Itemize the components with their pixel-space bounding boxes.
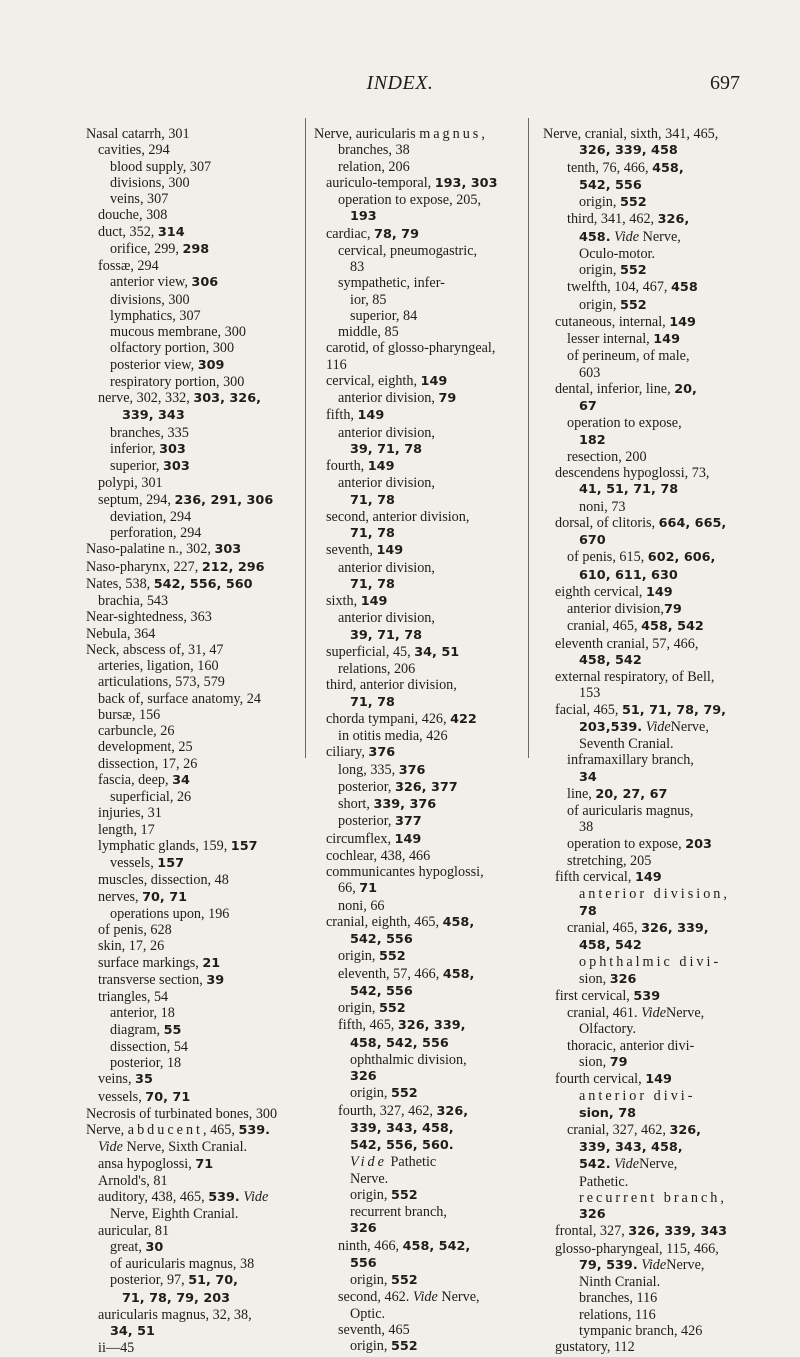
index-entry: vessels, 157 xyxy=(110,855,185,871)
index-entry: fifth, 465, 326, 339, xyxy=(338,1017,466,1034)
index-entry: diagram, 55 xyxy=(110,1021,182,1038)
column-divider xyxy=(305,118,306,758)
index-entry: cranial, 465, 458, 542 xyxy=(567,618,704,635)
index-entry: carotid, of glosso-pharyngeal, xyxy=(326,340,496,357)
index-entry: of penis, 615, 602, 606, xyxy=(567,549,716,566)
index-entry: short, 339, 376 xyxy=(338,796,437,812)
index-entry: gustatory, 112 xyxy=(555,1339,635,1355)
index-entry: lesser internal, 149 xyxy=(567,331,680,347)
index-entry: 34, 51 xyxy=(110,1324,155,1339)
index-entry: veins, 35 xyxy=(98,1071,153,1088)
index-entry: fourth, 149 xyxy=(326,458,395,474)
index-entry: origin, 552 xyxy=(338,1000,406,1016)
index-entry: origin, 552 xyxy=(579,262,647,278)
index-entry: eleventh cranial, 57, 466, xyxy=(555,635,699,652)
page-header xyxy=(0,72,800,102)
index-entry: lymphatics, 307 xyxy=(110,307,201,324)
index-entry: ophthalmic division, xyxy=(350,1051,467,1068)
index-entry: septum, 294, 236, 291, 306 xyxy=(98,491,274,508)
index-entry: Nates, 538, 542, 556, 560 xyxy=(86,575,253,592)
index-entry: cavities, 294 xyxy=(98,142,170,159)
index-entry: of penis, 628 xyxy=(98,922,172,938)
index-entry: carbuncle, 26 xyxy=(98,723,175,739)
index-entry: communicantes hypoglossi, xyxy=(326,864,484,880)
index-entry: circumflex, 149 xyxy=(326,830,422,847)
index-entry: blood supply, 307 xyxy=(110,158,212,175)
index-entry: olfactory portion, 300 xyxy=(110,340,235,357)
index-entry: 71, 78 xyxy=(350,576,395,592)
index-entry: sion, 78 xyxy=(579,1105,637,1121)
index-entry: Near-sightedness, 363 xyxy=(86,609,212,626)
index-entry: 153 xyxy=(579,685,601,702)
index-entry: operations upon, 196 xyxy=(110,905,230,922)
index-entry: posterior, 18 xyxy=(110,1055,182,1071)
index-entry: branches, 38 xyxy=(338,142,410,159)
index-entry: 542. VideNerve, xyxy=(579,1156,678,1173)
index-entry: origin, 552 xyxy=(579,194,647,210)
index-entry: second, 462. Vide Nerve, xyxy=(338,1289,480,1306)
index-entry: douche, 308 xyxy=(98,207,168,224)
index-entry: Naso-palatine n., 302, 303 xyxy=(86,541,242,558)
index-entry: origin, 552 xyxy=(338,948,406,965)
index-entry: inframaxillary branch, xyxy=(567,752,694,769)
index-entry: anterior view, 306 xyxy=(110,274,219,291)
index-entry: veins, 307 xyxy=(110,191,169,207)
index-entry: 326 xyxy=(579,1207,606,1222)
index-entry: cochlear, 438, 466 xyxy=(326,847,431,864)
index-entry: 603 xyxy=(579,364,601,381)
index-entry: cranial, eighth, 465, 458, xyxy=(326,913,475,930)
index-entry: fourth, 327, 462, 326, xyxy=(338,1102,469,1119)
index-entry: Vide Nerve, Sixth Cranial. xyxy=(98,1139,248,1156)
index-entry: 556 xyxy=(350,1255,377,1271)
index-entry: sixth, 149 xyxy=(326,593,388,609)
index-entry: external respiratory, of Bell, xyxy=(555,669,715,685)
index-entry: nerves, 70, 71 xyxy=(98,888,188,905)
index-entry: second, anterior division, xyxy=(326,508,470,525)
index-entry: anterior division, 79 xyxy=(338,390,457,406)
index-entry: posterior view, 309 xyxy=(110,356,225,373)
index-entry: long, 335, 376 xyxy=(338,761,426,778)
index-entry: 38 xyxy=(579,819,594,836)
index-entry: Olfactory. xyxy=(579,1021,636,1038)
index-entry: descendens hypoglossi, 73, xyxy=(555,465,710,481)
index-column-2 xyxy=(314,126,519,1355)
index-entry: superior, 84 xyxy=(350,307,418,324)
index-entry: noni, 66 xyxy=(338,897,385,914)
index-entry: cutaneous, internal, 149 xyxy=(555,313,696,330)
index-entry: anterior division, xyxy=(338,424,435,441)
index-entry: injuries, 31 xyxy=(98,805,162,822)
index-entry: tenth, 76, 466, 458, xyxy=(567,159,684,176)
index-entry: cardiac, 78, 79 xyxy=(326,225,419,242)
index-entry: line, 20, 27, 67 xyxy=(567,785,668,802)
index-entry: 66, 71 xyxy=(338,880,378,897)
index-entry: fifth, 149 xyxy=(326,407,385,424)
index-entry: 542, 556, 560. xyxy=(350,1138,454,1153)
index-entry: back of, surface anatomy, 24 xyxy=(98,690,261,707)
index-entry: 458. Vide Nerve, xyxy=(579,228,681,245)
index-entry: anterior division,79 xyxy=(567,601,682,617)
index-entry: 116 xyxy=(326,356,347,373)
index-entry: origin, 552 xyxy=(350,1272,418,1288)
index-entry: development, 25 xyxy=(98,739,193,756)
index-entry: divisions, 300 xyxy=(110,174,190,191)
index-entry: surface markings, 21 xyxy=(98,954,221,971)
index-entry: 71, 78 xyxy=(350,492,395,508)
index-entry: fourth cervical, 149 xyxy=(555,1071,672,1087)
index-entry: anterior division, xyxy=(338,475,435,492)
index-entry: Nebula, 364 xyxy=(86,625,156,642)
index-entry: seventh, 149 xyxy=(326,542,404,559)
index-entry: 326 xyxy=(350,1221,377,1237)
index-entry: seventh, 465 xyxy=(338,1321,410,1338)
index-entry: stretching, 205 xyxy=(567,852,652,869)
index-entry: divisions, 300 xyxy=(110,291,190,308)
index-entry: of perineum, of male, xyxy=(567,348,690,365)
index-entry: bursæ, 156 xyxy=(98,706,161,723)
index-entry: 34 xyxy=(579,769,597,785)
index-entry: Pathetic. xyxy=(579,1173,629,1190)
index-entry: anterior division, xyxy=(338,559,435,576)
index-entry: superficial, 26 xyxy=(110,789,192,805)
index-entry: Nerve, cranial, sixth, 341, 465, xyxy=(543,126,719,142)
index-entry: origin, 552 xyxy=(579,296,647,313)
index-entry: dissection, 54 xyxy=(110,1038,189,1055)
index-entry: anterior division, xyxy=(579,886,730,903)
index-entry: articulations, 573, 579 xyxy=(98,674,225,691)
index-entry: 542, 556 xyxy=(579,177,642,193)
index-entry: 326, 339, 458 xyxy=(579,143,678,159)
index-entry: eleventh, 57, 466, 458, xyxy=(338,965,475,982)
index-entry: ninth, 466, 458, 542, xyxy=(338,1237,471,1254)
index-entry: mucous membrane, 300 xyxy=(110,324,246,340)
index-entry: frontal, 327, 326, 339, 343 xyxy=(555,1223,728,1240)
index-entry: 339, 343 xyxy=(122,408,185,424)
index-entry: auricularis magnus, 32, 38, xyxy=(98,1306,252,1323)
index-entry: Optic. xyxy=(350,1305,386,1322)
index-entry: inferior, 303 xyxy=(110,440,186,457)
index-entry: Nerve, auricularis magnus, xyxy=(314,126,485,142)
index-entry: first cervical, 539 xyxy=(555,987,661,1004)
index-entry: Oculo-motor. xyxy=(579,245,656,262)
index-entry: respiratory portion, 300 xyxy=(110,373,245,390)
index-entry: 339, 343, 458, xyxy=(579,1140,683,1155)
index-entry: arteries, ligation, 160 xyxy=(98,658,219,674)
index-entry: 542, 556 xyxy=(350,932,413,947)
index-entry: duct, 352, 314 xyxy=(98,223,185,240)
index-entry: fossæ, 294 xyxy=(98,258,159,274)
index-entry: origin, 552 xyxy=(350,1338,418,1354)
index-entry: Vide Pathetic xyxy=(350,1154,437,1171)
index-entry: nerve, 302, 332, 303, 326, xyxy=(98,390,261,406)
index-entry: tympanic branch, 426 xyxy=(579,1322,703,1339)
index-entry: muscles, dissection, 48 xyxy=(98,872,229,889)
index-entry: auditory, 438, 465, 539. Vide xyxy=(98,1189,269,1205)
index-entry: Seventh Cranial. xyxy=(579,736,674,752)
running-title: INDEX. xyxy=(366,72,434,94)
index-entry: 71, 78, 79, 203 xyxy=(122,1290,231,1306)
index-entry: triangles, 54 xyxy=(98,989,169,1005)
index-entry: lymphatic glands, 159, 157 xyxy=(98,837,258,854)
index-entry: thoracic, anterior divi- xyxy=(567,1037,695,1054)
index-entry: branches, 116 xyxy=(579,1290,658,1307)
index-entry: 458, 542 xyxy=(579,938,642,953)
index-entry: great, 30 xyxy=(110,1238,164,1255)
page-number: 697 xyxy=(710,72,740,94)
index-entry: Nerve. xyxy=(350,1170,389,1187)
index-entry: 193 xyxy=(350,209,377,225)
index-entry: of auricularis magnus, 38 xyxy=(110,1256,255,1272)
index-entry: 670 xyxy=(579,533,606,548)
index-entry: Naso-pharynx, 227, 212, 296 xyxy=(86,558,265,575)
index-entry: operation to expose, 203 xyxy=(567,835,712,852)
index-entry: in otitis media, 426 xyxy=(338,728,448,744)
index-entry: ophthalmic divi- xyxy=(579,954,722,971)
index-entry: cranial, 465, 326, 339, xyxy=(567,919,709,936)
index-entry: relations, 206 xyxy=(338,661,416,677)
index-entry: dorsal, of clitoris, 664, 665, xyxy=(555,514,727,531)
index-entry: superior, 303 xyxy=(110,458,190,474)
signature-mark: ii—45 xyxy=(98,1340,135,1357)
index-entry: posterior, 326, 377 xyxy=(338,778,458,795)
index-entry: 542, 556 xyxy=(350,983,413,999)
index-entry: ciliary, 376 xyxy=(326,744,396,761)
index-entry: transverse section, 39 xyxy=(98,971,225,988)
index-entry: superficial, 45, 34, 51 xyxy=(326,643,460,660)
index-entry: Nerve, abducent, 465, 539. xyxy=(86,1122,271,1138)
index-entry: Necrosis of turbinated bones, 300 xyxy=(86,1105,278,1122)
index-entry: 78 xyxy=(579,903,597,919)
index-entry: 326 xyxy=(350,1069,377,1084)
index-entry: skin, 17, 26 xyxy=(98,938,165,955)
index-entry: 71, 78 xyxy=(350,694,395,710)
index-entry: resection, 200 xyxy=(567,448,647,465)
index-entry: relation, 206 xyxy=(338,158,410,175)
index-column-3 xyxy=(543,126,755,1355)
index-entry: perforation, 294 xyxy=(110,525,202,541)
index-entry: 71, 78 xyxy=(350,526,395,541)
index-entry: 39, 71, 78 xyxy=(350,627,423,643)
index-entry: Nasal catarrh, 301 xyxy=(86,126,190,142)
index-entry: operation to expose, xyxy=(567,415,682,432)
index-entry: glosso-pharyngeal, 115, 466, xyxy=(555,1240,719,1257)
index-entry: fascia, deep, 34 xyxy=(98,771,190,788)
index-entry: Neck, abscess of, 31, 47 xyxy=(86,641,224,658)
index-entry: Nerve, Eighth Cranial. xyxy=(110,1206,239,1223)
index-entry: 39, 71, 78 xyxy=(350,441,423,457)
index-entry: origin, 552 xyxy=(350,1085,418,1102)
index-entry: sympathetic, infer- xyxy=(338,275,445,292)
index-entry: Arnold's, 81 xyxy=(98,1172,168,1189)
index-entry: auriculo-temporal, 193, 303 xyxy=(326,174,498,191)
index-entry: chorda tympani, 426, 422 xyxy=(326,710,477,727)
index-entry: cervical, eighth, 149 xyxy=(326,372,448,389)
index-entry: 610, 611, 630 xyxy=(579,567,678,583)
index-entry: 182 xyxy=(579,432,606,448)
index-entry: 41, 51, 71, 78 xyxy=(579,482,679,498)
index-entry: cervical, pneumogastric, xyxy=(338,242,478,259)
index-entry: deviation, 294 xyxy=(110,508,192,525)
index-entry: length, 17 xyxy=(98,821,155,838)
index-entry: origin, 552 xyxy=(350,1186,418,1203)
index-entry: 67 xyxy=(579,399,597,414)
index-entry: auricular, 81 xyxy=(98,1222,170,1239)
index-entry: ansa hypoglossi, 71 xyxy=(98,1155,214,1172)
index-entry: posterior, 97, 51, 70, xyxy=(110,1272,239,1289)
index-entry: third, 341, 462, 326, xyxy=(567,211,690,228)
index-entry: anterior, 18 xyxy=(110,1005,175,1022)
index-entry: fifth cervical, 149 xyxy=(555,869,662,885)
index-entry: 458, 542 xyxy=(579,652,642,668)
index-entry: cranial, 327, 462, 326, xyxy=(567,1121,702,1138)
index-entry: recurrent branch, xyxy=(579,1189,727,1206)
index-entry: 83 xyxy=(350,259,365,275)
index-entry: anterior divi- xyxy=(579,1088,696,1105)
index-entry: vessels, 70, 71 xyxy=(98,1088,191,1105)
index-entry: operation to expose, 205, xyxy=(338,192,482,208)
index-entry: eighth cervical, 149 xyxy=(555,583,673,600)
index-entry: noni, 73 xyxy=(579,498,626,515)
index-entry: brachia, 543 xyxy=(98,593,169,609)
index-entry: ior, 85 xyxy=(350,291,387,308)
index-entry: dissection, 17, 26 xyxy=(98,755,198,772)
index-entry: dental, inferior, line, 20, xyxy=(555,380,697,397)
index-entry: branches, 335 xyxy=(110,424,189,441)
index-entry: Ninth Cranial. xyxy=(579,1274,661,1290)
index-entry: orifice, 299, 298 xyxy=(110,240,210,257)
index-entry: posterior, 377 xyxy=(338,813,422,830)
index-entry: recurrent branch, xyxy=(350,1204,447,1220)
index-entry: anterior division, xyxy=(338,610,435,627)
index-entry: middle, 85 xyxy=(338,324,399,340)
index-entry: third, anterior division, xyxy=(326,677,457,694)
index-entry: facial, 465, 51, 71, 78, 79, xyxy=(555,701,727,718)
index-entry: of auricularis magnus, xyxy=(567,803,694,819)
column-divider xyxy=(528,118,529,758)
index-entry: 79, 539. VideNerve, xyxy=(579,1256,705,1273)
index-entry: 339, 343, 458, xyxy=(350,1120,454,1136)
index-entry: sion, 79 xyxy=(579,1053,628,1070)
index-entry: polypi, 301 xyxy=(98,475,163,492)
index-entry: sion, 326 xyxy=(579,970,637,987)
index-entry: twelfth, 104, 467, 458 xyxy=(567,279,698,296)
index-column-1 xyxy=(86,126,291,1357)
index-entry: 203,539. VideNerve, xyxy=(579,718,709,735)
index-entry: 458, 542, 556 xyxy=(350,1035,449,1051)
index-entry: relations, 116 xyxy=(579,1306,656,1323)
index-entry: cranial, 461. VideNerve, xyxy=(567,1005,705,1021)
